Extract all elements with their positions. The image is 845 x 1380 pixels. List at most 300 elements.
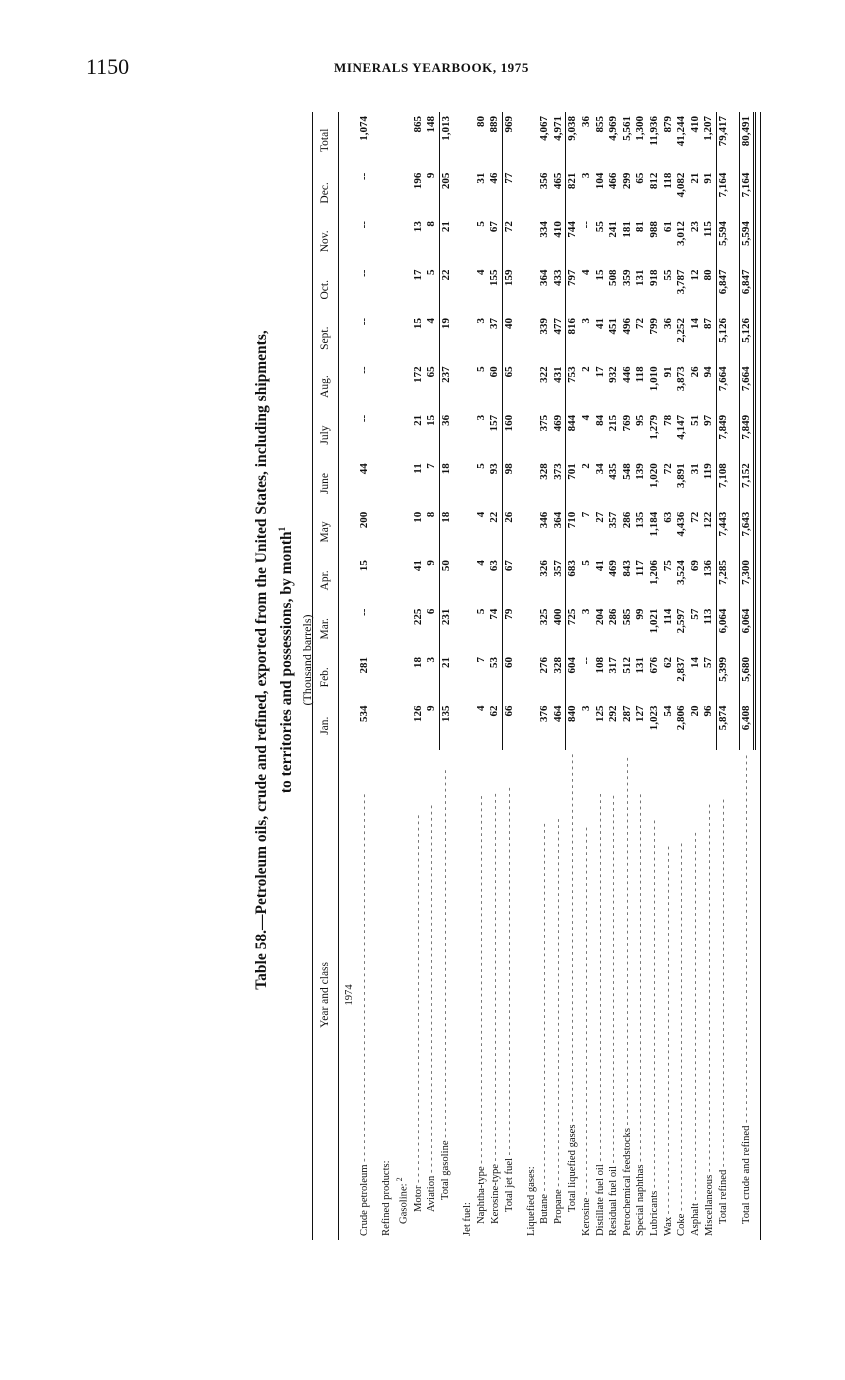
row-label-text: Total crude and refined <box>741 1125 753 1224</box>
row-total-cell: 9,038 <box>566 112 580 169</box>
month-value-cell: 7,443 <box>716 508 730 556</box>
month-value-cell: 292 <box>607 705 620 722</box>
row-label-text: Butane <box>539 1193 551 1224</box>
table-row <box>380 112 394 1240</box>
month-value-cell: 55 <box>593 221 606 233</box>
month-value-cell: -- <box>580 221 593 229</box>
row-label <box>412 750 426 1240</box>
row-label <box>488 750 502 1240</box>
year-label: 1974 <box>343 984 355 1006</box>
row-label <box>475 750 489 1240</box>
month-value-cell: 18 <box>439 459 453 507</box>
month-value-cell: 400 <box>551 608 564 626</box>
month-value-cell: 118 <box>634 366 647 383</box>
month-value-cell: 3,873 <box>675 366 688 392</box>
month-value-cell <box>393 411 411 459</box>
row-label <box>461 750 475 1240</box>
month-value-cell: 26 <box>688 366 701 378</box>
month-value-cell: 7,285 <box>716 556 730 604</box>
month-value-cell <box>461 169 475 217</box>
month-value-cell: -- <box>358 269 371 277</box>
dot-leader: - - - - - - - - - - - - - - - - - - - - - - - - - - - - - - - - - - - - - - - - - - - - - - - - - - - - - - - - - - - - <box>649 820 660 1191</box>
month-value-cell <box>525 605 539 653</box>
month-value-cell: 104 <box>593 172 606 190</box>
month-value-cell: 74 <box>488 608 501 620</box>
row-label <box>634 750 648 1240</box>
month-value-cell: 14 <box>688 317 701 329</box>
month-value-cell: 63 <box>488 560 501 572</box>
table-row <box>702 112 716 1240</box>
month-value-cell: 127 <box>634 705 647 722</box>
month-value-cell: 36 <box>439 411 453 459</box>
row-total-cell: 41,244 <box>675 116 688 147</box>
month-value-cell: 725 <box>566 605 580 653</box>
month-value-cell <box>461 701 475 749</box>
month-value-cell: 5,126 <box>716 314 730 362</box>
table-row <box>358 112 372 1240</box>
month-value-cell: 63 <box>661 511 674 523</box>
row-total-cell: 80 <box>474 116 487 127</box>
month-value-cell: 7 <box>425 463 438 469</box>
month-value-cell: 346 <box>538 511 551 529</box>
month-value-cell <box>393 556 411 604</box>
row-total-cell: 855 <box>593 116 606 133</box>
month-value-cell: 18 <box>411 657 424 669</box>
month-value-cell: 5 <box>474 608 487 615</box>
month-value-cell: 94 <box>702 366 715 378</box>
row-label-text: Motor <box>412 1185 424 1212</box>
row-label-text: Coke <box>676 1213 688 1236</box>
row-label-text: Crude petroleum <box>359 1164 371 1236</box>
table-row <box>503 112 517 1240</box>
row-label <box>716 750 730 1240</box>
month-value-cell: 131 <box>634 269 647 287</box>
month-value-cell: 4 <box>425 317 438 324</box>
month-value-cell: 6,064 <box>716 605 730 653</box>
month-value-cell: 57 <box>688 608 701 620</box>
month-value-cell <box>461 217 475 265</box>
month-value-cell: -- <box>358 221 371 229</box>
column-header-apr: Apr. <box>313 556 339 604</box>
month-value-cell: 99 <box>634 608 647 620</box>
month-value-cell: 2 <box>580 366 593 372</box>
month-value-cell: 81 <box>634 221 647 233</box>
month-value-cell: 769 <box>620 414 633 432</box>
month-value-cell: 72 <box>634 317 647 329</box>
month-value-cell: 6,408 <box>739 701 755 749</box>
month-value-cell: 797 <box>566 266 580 314</box>
table-row <box>580 112 594 1240</box>
month-value-cell: 21 <box>411 414 424 426</box>
month-value-cell: 62 <box>488 705 501 717</box>
month-value-cell: 465 <box>551 172 564 190</box>
month-value-cell <box>461 411 475 459</box>
row-total-cell <box>393 112 411 169</box>
month-value-cell: 988 <box>648 221 660 238</box>
month-value-cell: 44 <box>358 463 371 475</box>
row-total-cell: 969 <box>503 112 517 169</box>
month-value-cell: 108 <box>593 657 606 674</box>
dot-leader: - - - - - - - - - - - - - - - - - - - - - - - - - - - - - - - - - - - - - - - - - - - - - - - - - - - - - - - - - - - - <box>703 804 715 1175</box>
table-bottom-rule <box>755 112 761 1240</box>
dot-leader: - - - - - - - - - - - - - - - - - - - - - - - - - - - - - - - - - - - - - - - - - - - - - - - - - - - - - - - - - - - - <box>539 823 551 1194</box>
dot-leader: - - - - - - - - - - - - - - - - - - - - - - - - - - - - - - - - - - - - - - - - - - - - - - - - - - - - - - - - - - - - <box>475 795 487 1167</box>
row-total-cell: 879 <box>661 116 674 133</box>
month-value-cell: 683 <box>566 556 580 604</box>
month-value-cell: 843 <box>620 560 633 577</box>
month-value-cell: 65 <box>503 362 517 410</box>
month-value-cell <box>380 508 394 556</box>
table-row <box>648 112 662 1240</box>
row-total-cell: 1,074 <box>358 116 371 141</box>
month-value-cell: 6,847 <box>739 266 755 314</box>
month-value-cell <box>380 314 394 362</box>
month-value-cell: 1,023 <box>648 705 660 731</box>
column-header-sept: Sept. <box>313 314 339 362</box>
month-value-cell <box>393 217 411 265</box>
month-value-cell <box>380 411 394 459</box>
month-value-cell: 701 <box>566 459 580 507</box>
table-row <box>425 112 439 1240</box>
dot-leader: - - - - - - - - - - - - - - - - - - - - - - - - - - - - - - - - - - - - - - - - - - - - - - - - - - - - - - - - - - - - <box>581 827 593 1198</box>
month-value-cell <box>393 653 411 701</box>
table-row <box>439 112 453 1240</box>
month-value-cell: 4 <box>580 269 593 276</box>
row-total-cell: 36 <box>580 116 593 127</box>
row-label <box>739 750 755 1240</box>
row-label-text: Aviation <box>426 1175 438 1212</box>
table-row <box>525 112 539 1240</box>
month-value-cell: 60 <box>503 653 517 701</box>
month-value-cell: 373 <box>551 463 564 480</box>
spacer-row <box>372 112 380 1240</box>
dot-leader: - - - - - - - - - - - - - - - - - - - - - - - - - - - - - - - - - - - - - - - - - - - - - - - - - - - - - - - - - - - - <box>567 753 579 1125</box>
dot-leader: - - - - - - - - - - - - - - - - - - - - - - - - - - - - - - - - - - - - - - - - - - - - - - - - - - - - - - - - - - - - <box>359 793 371 1165</box>
month-value-cell: 53 <box>488 657 501 669</box>
month-value-cell: 241 <box>607 221 620 238</box>
month-value-cell: 15 <box>358 560 371 572</box>
month-value-cell <box>380 605 394 653</box>
table-row <box>716 112 730 1240</box>
dot-leader: - - - - - - - - - - - - - - - - - - - - - - - - - - - - - - - - - - - - - - - - - - - - - - - - - - - - - - - - - - - - <box>503 787 515 1159</box>
row-label-text: Propane <box>553 1189 565 1224</box>
column-header-mar: Mar. <box>313 605 339 653</box>
month-value-cell <box>525 362 539 410</box>
month-value-cell: 3 <box>474 414 487 421</box>
month-value-cell: 3 <box>580 172 593 179</box>
row-total-cell: 410 <box>688 116 701 133</box>
month-value-cell <box>525 314 539 362</box>
rotated-table-block <box>250 110 770 1240</box>
row-label-text: Distillate fuel oil <box>594 1164 606 1236</box>
month-value-cell: 5 <box>580 560 593 566</box>
table-title-line-2: to territories and possessions, by month <box>278 531 296 794</box>
month-value-cell <box>380 169 394 217</box>
table-row <box>607 112 621 1240</box>
month-value-cell <box>461 314 475 362</box>
month-value-cell: 1,279 <box>648 414 660 440</box>
month-value-cell: 5 <box>425 269 438 276</box>
month-value-cell: 15 <box>425 414 438 426</box>
month-value-cell: 118 <box>661 172 674 189</box>
month-value-cell: 181 <box>620 221 633 238</box>
month-value-cell: 15 <box>411 317 424 329</box>
dot-leader: - - - - - - - - - - - - - - - - - - - - - - - - - - - - - - - - - - - - - - - - - - - - - - - - - - - - - - - - - - - - <box>676 843 688 1214</box>
column-header-dec: Dec. <box>313 169 339 217</box>
month-value-cell: 67 <box>503 556 517 604</box>
month-value-cell: 357 <box>607 511 620 529</box>
month-value-cell <box>461 556 475 604</box>
month-value-cell: 4 <box>474 511 487 518</box>
row-label-text: Kerosine <box>581 1197 593 1236</box>
month-value-cell: 66 <box>503 701 517 749</box>
month-value-cell: 72 <box>688 511 701 523</box>
row-label-text: Total gasoline <box>440 1140 452 1200</box>
month-value-cell: 131 <box>634 657 647 674</box>
month-value-cell: 287 <box>620 705 633 722</box>
table-row <box>538 112 552 1240</box>
month-value-cell: 14 <box>688 657 701 669</box>
month-value-cell: 5,680 <box>739 653 755 701</box>
column-header-jan: Jan. <box>313 701 339 749</box>
month-value-cell: 286 <box>607 608 620 626</box>
month-value-cell: 534 <box>358 705 371 722</box>
month-value-cell: 2,252 <box>675 317 688 343</box>
month-value-cell: 67 <box>488 221 501 233</box>
month-value-cell: 932 <box>607 366 620 383</box>
month-value-cell: 1,010 <box>648 366 660 392</box>
month-value-cell: 65 <box>634 172 647 184</box>
month-value-cell: 7 <box>474 657 487 663</box>
month-value-cell: 155 <box>488 269 501 287</box>
row-label <box>621 750 635 1240</box>
column-header-label: Year and class <box>313 750 339 1240</box>
table-row <box>488 112 502 1240</box>
month-value-cell: 328 <box>551 657 564 674</box>
dot-leader: - - - - - - - - - - - - - - - - - - - - - - - - - - - - - - - - - - - - - - - - - - - - - - - - - - - - - - - - - - - - <box>594 793 606 1165</box>
month-value-cell: 69 <box>688 560 701 572</box>
month-value-cell: 322 <box>538 366 551 383</box>
month-value-cell: 20 <box>688 705 701 717</box>
month-value-cell: 205 <box>439 169 453 217</box>
row-label-text: Total jet fuel <box>503 1158 515 1212</box>
row-total-cell: 4,067 <box>538 116 551 141</box>
month-value-cell: 710 <box>566 508 580 556</box>
month-value-cell: 37 <box>488 317 501 329</box>
row-label-text: Petrochemical feedstocks <box>621 1128 633 1236</box>
row-label <box>393 750 411 1240</box>
month-value-cell: 31 <box>688 463 701 475</box>
month-value-cell: 744 <box>566 217 580 265</box>
month-value-cell: 7,849 <box>739 411 755 459</box>
month-value-cell <box>380 217 394 265</box>
month-value-cell: 799 <box>648 317 660 335</box>
month-value-cell: -- <box>580 657 593 665</box>
month-value-cell: 328 <box>538 463 551 480</box>
column-header-june: June <box>313 459 339 507</box>
row-label <box>525 750 539 1240</box>
dot-leader: - - - - - - - - - - - - - - - - - - - - - - - - - - - - - - - - - - - - - - - - - - - - - - - - - - - - - - - - - - - - <box>662 846 674 1217</box>
month-value-cell: 4 <box>580 414 593 421</box>
month-value-cell: 3 <box>425 657 438 663</box>
row-label <box>358 750 372 1240</box>
table-title <box>252 110 297 1240</box>
month-value-cell: 80 <box>702 269 715 281</box>
month-value-cell: -- <box>358 366 371 374</box>
row-total-cell: 4,971 <box>551 116 564 141</box>
month-value-cell: 115 <box>702 221 715 237</box>
month-value-cell: 40 <box>503 314 517 362</box>
month-value-cell: 135 <box>439 701 453 749</box>
month-value-cell: 3 <box>580 705 593 711</box>
month-value-cell: 23 <box>688 221 701 233</box>
month-value-cell <box>380 653 394 701</box>
month-value-cell: 4 <box>474 269 487 276</box>
row-label <box>607 750 621 1240</box>
month-value-cell: 9 <box>425 172 438 179</box>
month-value-cell: 7,164 <box>716 169 730 217</box>
month-value-cell: 231 <box>439 605 453 653</box>
month-value-cell: 54 <box>661 705 674 717</box>
month-value-cell: 469 <box>607 560 620 577</box>
month-value-cell <box>525 266 539 314</box>
dot-leader: - - - - - - - - - - - - - - - - - - - - - - - - - - - - - - - - - - - - - - - - - - - - - - - - - - - - - - - - - - - - <box>608 795 620 1166</box>
column-header-aug: Aug. <box>313 362 339 410</box>
row-label-text: Total liquefied gases <box>567 1124 579 1212</box>
row-label <box>580 750 594 1240</box>
month-value-cell: 3,891 <box>675 463 688 489</box>
month-value-cell <box>380 701 394 749</box>
month-value-cell: 317 <box>607 657 620 674</box>
month-value-cell: 6 <box>425 608 438 615</box>
row-total-cell: 148 <box>425 116 438 133</box>
month-value-cell <box>393 701 411 749</box>
row-label <box>689 750 703 1240</box>
table-row <box>594 112 608 1240</box>
table-row <box>412 112 426 1240</box>
month-value-cell: 2,806 <box>675 705 688 731</box>
month-value-cell: 7,108 <box>716 459 730 507</box>
month-value-cell: 126 <box>411 705 424 722</box>
month-value-cell: 286 <box>620 511 633 529</box>
row-label-text: Jet fuel: <box>462 1202 474 1236</box>
row-label-text: Miscellaneous <box>703 1174 715 1236</box>
dot-leader: - - - - - - - - - - - - - - - - - - - - - - - - - - - - - - - - - - - - - - - - - - - - - - - - - - - - - - - - - - - - <box>426 805 438 1176</box>
month-value-cell: 196 <box>411 172 424 190</box>
month-value-cell: -- <box>358 414 371 423</box>
month-value-cell: 204 <box>593 608 606 626</box>
month-value-cell <box>461 605 475 653</box>
row-label <box>662 750 676 1240</box>
month-value-cell: -- <box>358 317 371 326</box>
month-value-cell: 98 <box>503 459 517 507</box>
month-value-cell: 5,594 <box>716 217 730 265</box>
month-value-cell <box>393 508 411 556</box>
month-value-cell <box>461 362 475 410</box>
dot-leader: - - - - - - - - - - - - - - - - - - - - - - - - - - - - - - - - - - - - - - - - - - - - - - - - - - - - - - - - - - - - <box>489 793 501 1164</box>
row-label-text: Refined products: <box>380 1160 392 1236</box>
column-header-feb: Feb. <box>313 653 339 701</box>
row-label-text: Special naphthas <box>635 1164 647 1236</box>
month-value-cell: 87 <box>702 317 715 329</box>
month-value-cell: 21 <box>688 172 701 184</box>
dot-leader: - - - - - - - - - - - - - - - - - - - - - - - - - - - - - - - - - - - - - - - - - - - - - - - - - - - - - - - - - - - - <box>553 818 565 1190</box>
column-header-total: Total <box>313 112 339 169</box>
month-value-cell <box>380 266 394 314</box>
row-total-cell: 5,561 <box>620 116 633 141</box>
row-total-cell: 4,969 <box>607 116 620 141</box>
month-value-cell: 3,787 <box>675 269 688 295</box>
month-value-cell: 585 <box>620 608 633 626</box>
month-value-cell <box>525 217 539 265</box>
month-value-cell: 21 <box>439 653 453 701</box>
month-value-cell: 75 <box>661 560 674 572</box>
month-value-cell: 5,594 <box>739 217 755 265</box>
month-value-cell <box>461 459 475 507</box>
month-value-cell: 10 <box>411 511 424 523</box>
month-value-cell: 435 <box>607 463 620 480</box>
month-value-cell <box>461 653 475 701</box>
month-value-cell <box>525 653 539 701</box>
month-value-cell <box>393 314 411 362</box>
month-value-cell: 91 <box>702 172 715 184</box>
month-value-cell <box>461 508 475 556</box>
month-value-cell: 446 <box>620 366 633 383</box>
month-value-cell: 125 <box>593 705 606 722</box>
month-value-cell <box>380 556 394 604</box>
month-value-cell: 77 <box>503 169 517 217</box>
month-value-cell: 281 <box>358 657 371 674</box>
table-row <box>461 112 475 1240</box>
month-value-cell <box>525 169 539 217</box>
table-row <box>634 112 648 1240</box>
row-total-cell: 889 <box>488 116 501 133</box>
month-value-cell: 97 <box>702 414 715 426</box>
month-value-cell <box>393 266 411 314</box>
table-row <box>393 112 411 1240</box>
month-value-cell: 7,849 <box>716 411 730 459</box>
row-label-text: Kerosine-type <box>489 1163 501 1224</box>
month-value-cell: 9 <box>425 560 438 566</box>
month-value-cell: 410 <box>551 221 564 238</box>
month-value-cell: 119 <box>702 463 715 480</box>
month-value-cell: 122 <box>702 511 715 529</box>
month-value-cell: 26 <box>503 508 517 556</box>
month-value-cell: 676 <box>648 657 660 674</box>
row-label <box>538 750 552 1240</box>
month-value-cell: 339 <box>538 317 551 335</box>
month-value-cell: 36 <box>661 317 674 329</box>
month-value-cell <box>461 266 475 314</box>
month-value-cell: 1,184 <box>648 511 660 537</box>
row-total-cell <box>461 112 475 169</box>
month-value-cell: 50 <box>439 556 453 604</box>
row-total-cell: 11,936 <box>648 116 660 146</box>
table-row <box>475 112 489 1240</box>
table-row <box>739 112 755 1240</box>
month-value-cell: 477 <box>551 317 564 335</box>
month-value-cell: 31 <box>474 172 487 184</box>
month-value-cell <box>525 701 539 749</box>
table-header-row <box>313 112 339 1240</box>
dot-leader: - - - - - - - - - - - - - - - - - - - - - - - - - - - - - - - - - - - - - - - - - - - - - - - - - - - - - - - - - - - - <box>440 769 452 1141</box>
month-value-cell <box>393 605 411 653</box>
month-value-cell: 821 <box>566 169 580 217</box>
month-value-cell: 136 <box>702 560 715 577</box>
month-value-cell: 334 <box>538 221 551 238</box>
month-value-cell: 60 <box>488 366 501 378</box>
month-value-cell <box>393 362 411 410</box>
